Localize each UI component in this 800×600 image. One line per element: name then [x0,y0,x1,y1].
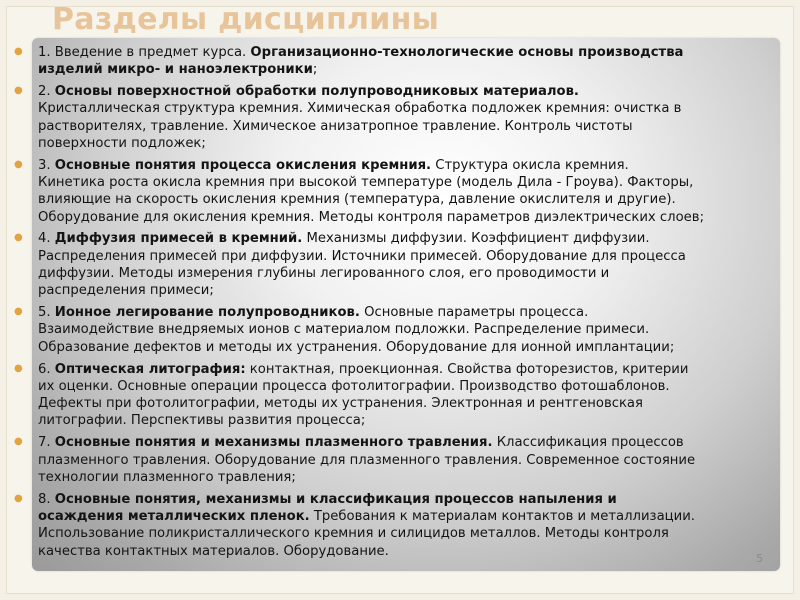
section-line [38,230,784,247]
bullet-icon: ● [14,436,23,448]
section-heading-text: Основы поверхностной обработки полупроводниковых материалов. [54,84,579,100]
section-line [38,209,784,226]
page-number: 5 [756,552,763,565]
section-text: Дефекты при фотолитографии, методы их устранения. Электронная и рентгеновская [38,396,643,412]
section-line [38,61,784,78]
bullet-icon: ● [14,46,23,57]
section-line [38,83,784,100]
section-text: 7. [38,435,55,451]
section-text: 8. [38,491,55,507]
section-line [38,339,784,356]
bullet-icon: ● [14,232,23,244]
section-text: плазменного травления. Оборудование для плазменного травления. Современное состояние [38,452,696,468]
slide-title: Разделы дисциплины [52,2,440,37]
section-item [14,83,784,152]
section-line [38,44,784,61]
section-heading-text: Организационно-технологические основы производства [250,45,684,60]
section-text: 1. Введение в предмет курса. [38,45,251,60]
section-line [38,452,784,469]
section-text: Распределения примесей при диффузии. Источники примесей. Оборудование для процесса [38,248,686,264]
section-text: влияющие на скорость окисления кремния (температура, давление окислителя и другие). [38,192,676,208]
section-item [14,491,784,560]
section-heading-text: Основные понятия и механизмы плазменного травления. [54,435,493,451]
section-text: качества контактных материалов. Оборудование. [38,543,389,559]
section-text: поверхности подложек; [38,135,206,151]
section-item [14,230,784,299]
section-text: Использование поликристаллического кремния и силицидов металлов. Методы контроля [38,526,669,542]
section-heading-text: Ионное легирование полупроводников. [54,305,360,321]
section-line [38,304,784,321]
bullet-icon: ● [14,306,23,318]
section-line [38,265,784,282]
section-text: Требования к материалам контактов и металлизации. [309,508,695,524]
section-line [38,378,784,395]
section-line [38,434,784,451]
section-line [38,174,784,191]
section-text: 6. [38,361,55,377]
section-text: технологии плазменного травления; [38,469,296,485]
section-text: Оборудование для окисления кремния. Методы контроля параметров диэлектрических слоев; [38,209,705,225]
section-text: растворителях, травление. Химическое анизатропное травление. Контроль чистоты [38,118,633,134]
section-line [38,248,784,265]
section-text: Кинетика роста окисла кремния при высокой температуре (модель Дила - Гроува). Факторы, [38,175,694,191]
section-line [38,321,784,338]
section-line [38,508,784,525]
section-line [38,395,784,412]
section-heading-text: Оптическая литография: [54,361,246,377]
section-text: 5. [38,305,55,321]
section-text: Классификация процессов [492,435,684,451]
section-text: 2. [38,84,55,100]
section-line [38,100,784,117]
bullet-icon: ● [14,492,23,504]
section-line [38,469,784,486]
section-text: Механизмы диффузии. Коэффициент диффузии. [302,231,650,247]
section-text: диффузии. Методы измерения глубины легированного слоя, его проводимости и [38,266,610,282]
section-line [38,282,784,299]
section-text: распределения примеси; [38,283,214,299]
section-text: литографии. Перспективы развития процесса; [38,413,366,429]
bullet-icon: ● [14,85,23,97]
section-text: ; [312,62,318,78]
bullet-icon: ● [14,158,23,170]
section-item [14,157,784,226]
section-line [38,491,784,508]
section-line [38,543,784,560]
section-line [38,157,784,174]
section-heading-text: изделий микро- и наноэлектроники [38,62,313,78]
section-line [38,361,784,378]
section-text: Образование дефектов и методы их устранения. Оборудование для ионной имплантации; [38,339,675,355]
bullet-icon: ● [14,362,23,374]
section-text: 3. [38,157,55,173]
section-line [38,191,784,208]
section-line [38,525,784,542]
section-text: Структура окисла кремния. [431,157,629,173]
section-line [38,135,784,152]
section-heading-text: Основные понятия, механизмы и классификация процессов напыления и [54,491,617,507]
section-item [14,361,784,430]
section-item [14,304,784,356]
section-text: Кристаллическая структура кремния. Химическая обработка подложек кремния: очистка в [38,101,682,117]
sections-list [14,44,784,564]
section-heading-text: Диффузия примесей в кремний. [54,231,303,247]
section-text: Основные параметры процесса. [359,305,589,321]
section-heading-text: Основные понятия процесса окисления кремния. [54,157,432,173]
section-heading-text: осаждения металлических пленок. [38,508,310,524]
section-line [38,412,784,429]
section-item [14,44,784,79]
section-line [38,118,784,135]
section-text: их оценки. Основные операции процесса фотолитографии. Производство фотошаблонов. [38,378,670,394]
section-text: контактная, проекционная. Свойства фоторезистов, критерии [245,361,689,377]
section-text: Взаимодействие внедряемых ионов с материалом подложки. Распределение примеси. [38,322,650,338]
section-text: 4. [38,231,55,247]
section-item [14,434,784,486]
